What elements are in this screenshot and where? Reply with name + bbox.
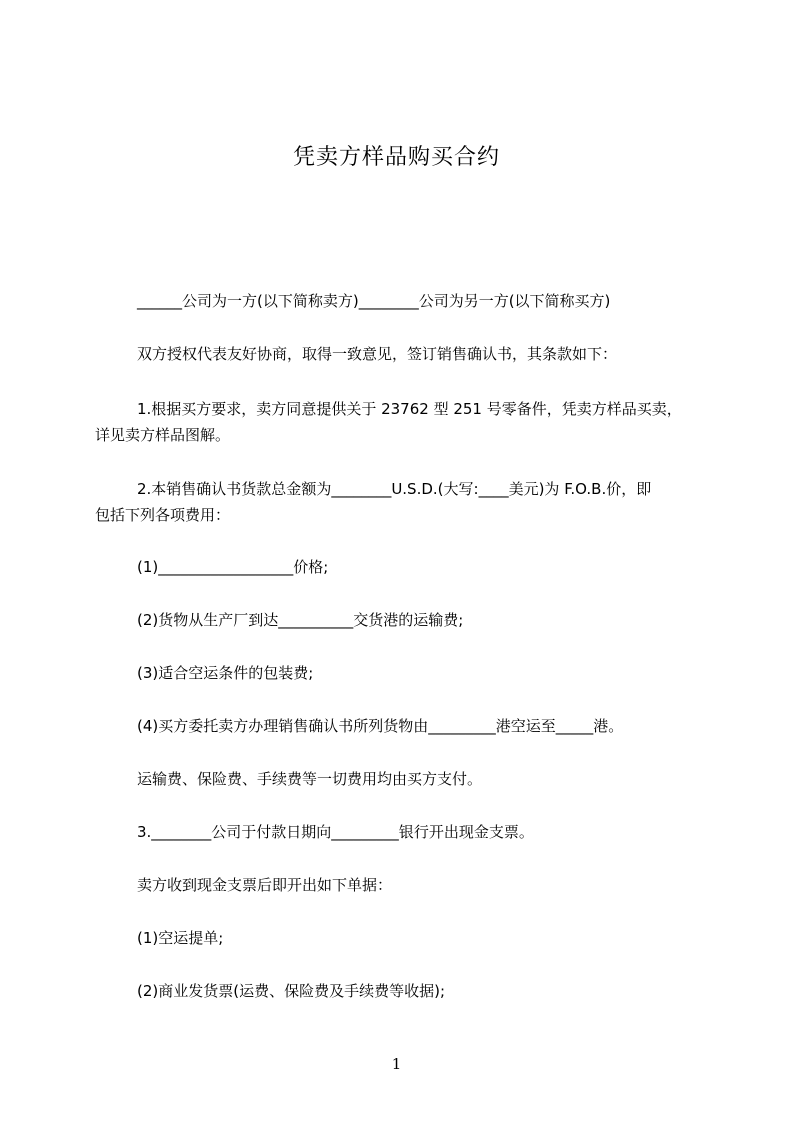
paragraph-clause-3: 3.________公司于付款日期向_________银行开出现金支票。 [137,823,534,841]
paragraph-fees: 运输费、保险费、手续费等一切费用均由买方支付。 [137,770,483,788]
page-number: 1 [391,1055,402,1073]
paragraph-documents-intro: 卖方收到现金支票后即开出如下单据： [137,876,393,894]
list-item-price: (1)__________________价格; [137,558,329,576]
list-item-invoice: (2)商业发货票(运费、保险费及手续费等收据); [137,982,446,1000]
list-item-transport: (2)货物从生产厂到达__________交货港的运输费; [137,611,464,629]
paragraph-clause-1: 1.根据买方要求，卖方同意提供关于 23762 型 251 号零备件，凭卖方样品买卖， [137,400,682,418]
paragraph-clause-1-cont: 详见卖方样品图解。 [95,426,231,444]
list-item-airfreight: (4)买方委托卖方办理销售确认书所列货物由_________港空运至_____港。 [137,717,624,735]
paragraph-clause-2: 2.本销售确认书货款总金额为________U.S.D.(大写:____美元)为 F.O.B.价，即 [137,480,652,498]
list-item-packing: (3)适合空运条件的包装费; [137,664,314,682]
paragraph-intro: 双方授权代表友好协商，取得一致意见，签订销售确认书，其条款如下： [137,345,618,363]
list-item-airway-bill: (1)空运提单; [137,929,224,947]
paragraph-clause-2-cont: 包括下列各项费用： [95,506,231,524]
document-title: 凭卖方样品购买合约 [292,145,500,170]
paragraph-parties: ______公司为一方(以下简称卖方)________公司为另一方(以下简称买方) [137,292,611,310]
